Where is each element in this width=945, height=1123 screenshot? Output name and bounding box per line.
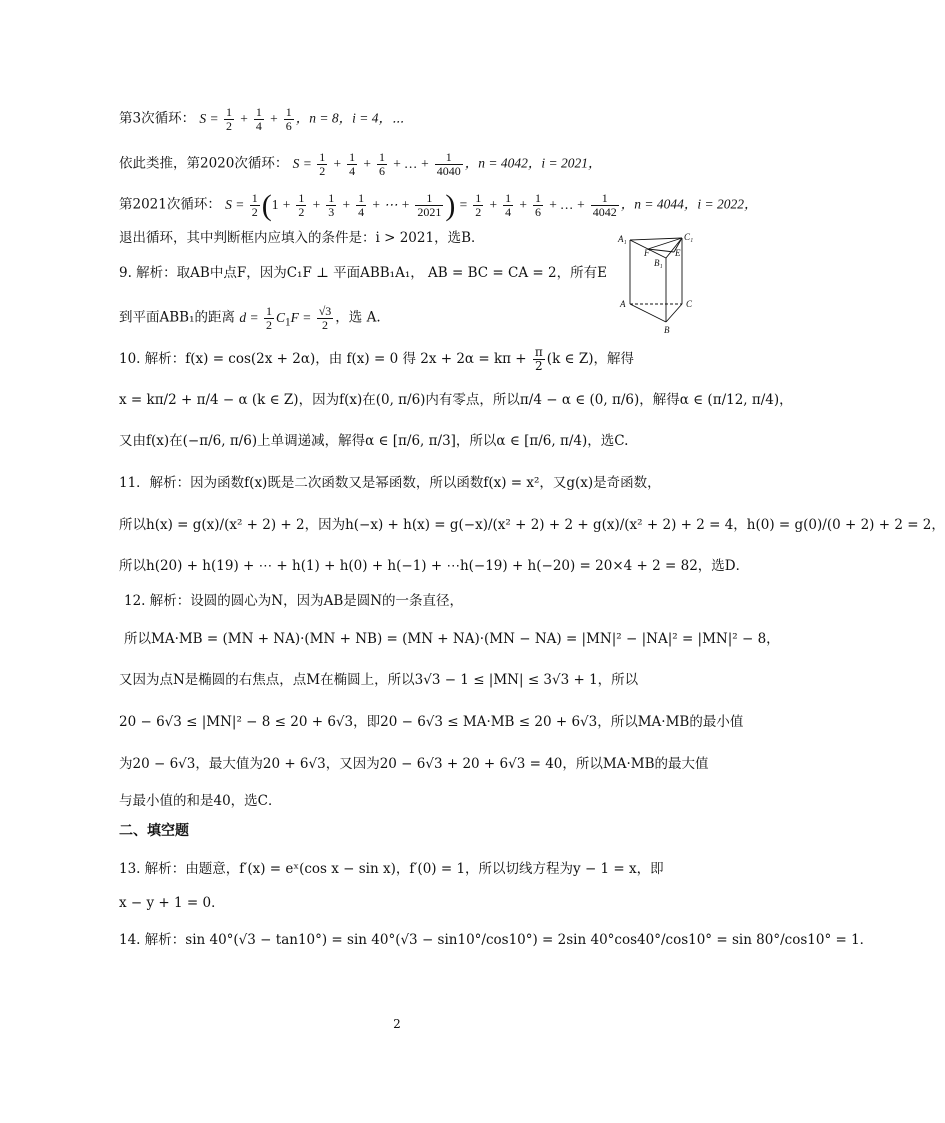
line-7-prefix: 10. 解析：f(x) = cos(2x + 2α)，由 f(x) = 0 得 2x + 2α = kπ + xyxy=(119,351,527,367)
text-line-7 xyxy=(119,346,634,373)
prism-figure xyxy=(618,232,700,336)
line-1-prefix: 第3次循环： xyxy=(119,110,196,127)
text-line-17: 为20 − 6√3，最大值为20 + 6√3，又因为20 − 6√3 + 20 + 6√3 = 40，所以MA·MB的最大值 xyxy=(119,756,709,772)
text-line-4: 退出循环，其中判断框内应填入的条件是：i > 2021，选B． xyxy=(119,230,485,246)
label-a: A xyxy=(620,299,626,309)
text-line-3 xyxy=(119,188,758,222)
line-7-rest: (k ∈ Z)，解得 xyxy=(546,351,634,367)
line-1-rest: ，n = 8，i = 4，⋯ xyxy=(295,110,405,126)
text-line-8: x = kπ/2 + π/4 − α (k ∈ Z)，因为f(x)在(0, π/6)内有零点，所以π/4 − α ∈ (0, π/6)，解得α ∈ (π/12, π/4)， xyxy=(119,392,793,408)
line-2-rest: ，n = 4042，i = 2021， xyxy=(464,155,602,171)
label-a1: A₁ xyxy=(618,234,627,244)
label-c: C xyxy=(686,299,693,309)
line-3-rest: ，n = 4044，i = 2022， xyxy=(620,196,758,212)
text-line-12: 所以h(20) + h(19) + ⋯ + h(1) + h(0) + h(−1) + ⋯h(−19) + h(−20) = 20×4 + 2 = 82，选D． xyxy=(119,558,750,574)
text-line-13: 12. 解析：设圆的圆心为N，因为AB是圆N的一条直径， xyxy=(124,593,464,609)
formula-s-2021: S = $\frac{1}{2}$ (1 + $\frac{1}{2}$ + $\frac{1}{3}$ + $\frac{1}{4}$ + ⋯ + $\frac{1}{2021}$ ) = $\frac{1}{2}$ + $\frac{1}{4}$ + $\frac{1}{6}$ + … + $\frac{1}{4042}$ xyxy=(225,188,617,222)
label-f: F xyxy=(644,248,650,258)
text-line-20: x − y + 1 = 0． xyxy=(119,895,225,911)
label-c1: C₁ xyxy=(684,232,694,242)
text-line-1 xyxy=(119,106,404,133)
section-heading-fill-in: 二、填空题 xyxy=(119,823,189,839)
text-line-5: 9. 解析：取AB中点F，因为C₁F ⊥ 平面ABB₁A₁， AB = BC = CA = 2，所有E xyxy=(119,265,607,281)
text-line-2 xyxy=(119,151,602,178)
label-b1: B₁ xyxy=(654,258,663,268)
formula-s-third-loop: S = $\frac{1}{2}$ + $\frac{1}{4}$ + $\frac{1}{6}$ xyxy=(199,105,292,133)
text-line-10: 11．解析：因为函数f(x)既是二次函数又是幂函数，所以函数f(x) = x²，又g(x)是奇函数， xyxy=(119,475,661,491)
text-line-6 xyxy=(119,305,381,332)
text-line-15: 又因为点N是椭圆的右焦点，点M在椭圆上，所以3√3 − 1 ≤ |MN| ≤ 3√3 + 1，所以 xyxy=(119,672,639,688)
line-3-prefix: 第2021次循环： xyxy=(119,196,221,213)
text-line-9: 又由f(x)在(−π/6, π/6)上单调递减，解得α ∈ [π/6, π/3]，所以α ∈ [π/6, π/4)，选C. xyxy=(119,433,629,449)
text-line-14: 所以MA·MB = (MN + NA)·(MN + NB) = (MN + NA)·(MN − NA) = |MN|² − |NA|² = |MN|² − 8， xyxy=(124,631,780,647)
line-2-prefix: 依此类推，第2020次循环： xyxy=(119,155,289,172)
frac-pi-over-2: $\frac{\pi}{2}$ xyxy=(534,345,543,373)
page-number: 2 xyxy=(393,1017,401,1031)
text-line-18: 与最小值的和是40，选C． xyxy=(119,793,282,809)
formula-distance: d = $\frac{1}{2}$ $C_1F$ = $\frac{√3}{2}$ xyxy=(239,304,332,332)
text-line-21: 14. 解析：sin 40°(√3 − tan10°) = sin 40°(√3 − sin10°/cos10°) = 2sin 40°cos40°/cos10° = sin 80°/cos10° = 1． xyxy=(119,932,874,948)
label-b: B xyxy=(664,325,670,335)
line-6-rest: ，选 A. xyxy=(335,309,381,326)
text-line-19: 13. 解析：由题意，f′(x) = eˣ(cos x − sin x)，f′(0) = 1，所以切线方程为y − 1 = x，即 xyxy=(119,861,664,877)
label-e: E xyxy=(675,248,681,258)
line-6-prefix: 到平面ABB₁的距离 xyxy=(119,309,236,326)
text-line-16: 20 − 6√3 ≤ |MN|² − 8 ≤ 20 + 6√3，即20 − 6√3 ≤ MA·MB ≤ 20 + 6√3，所以MA·MB的最小值 xyxy=(119,714,744,730)
text-line-11: 所以h(x) = g(x)/(x² + 2) + 2，因为h(−x) + h(x) = g(−x)/(x² + 2) + 2 + g(x)/(x² + 2) + 2 = 4，h(0) = g(0)/(0 + 2) + 2 = 2， xyxy=(119,517,945,533)
formula-s-2020: S = $\frac{1}{2}$ + $\frac{1}{4}$ + $\frac{1}{6}$ + … + $\frac{1}{4040}$ xyxy=(292,150,461,178)
